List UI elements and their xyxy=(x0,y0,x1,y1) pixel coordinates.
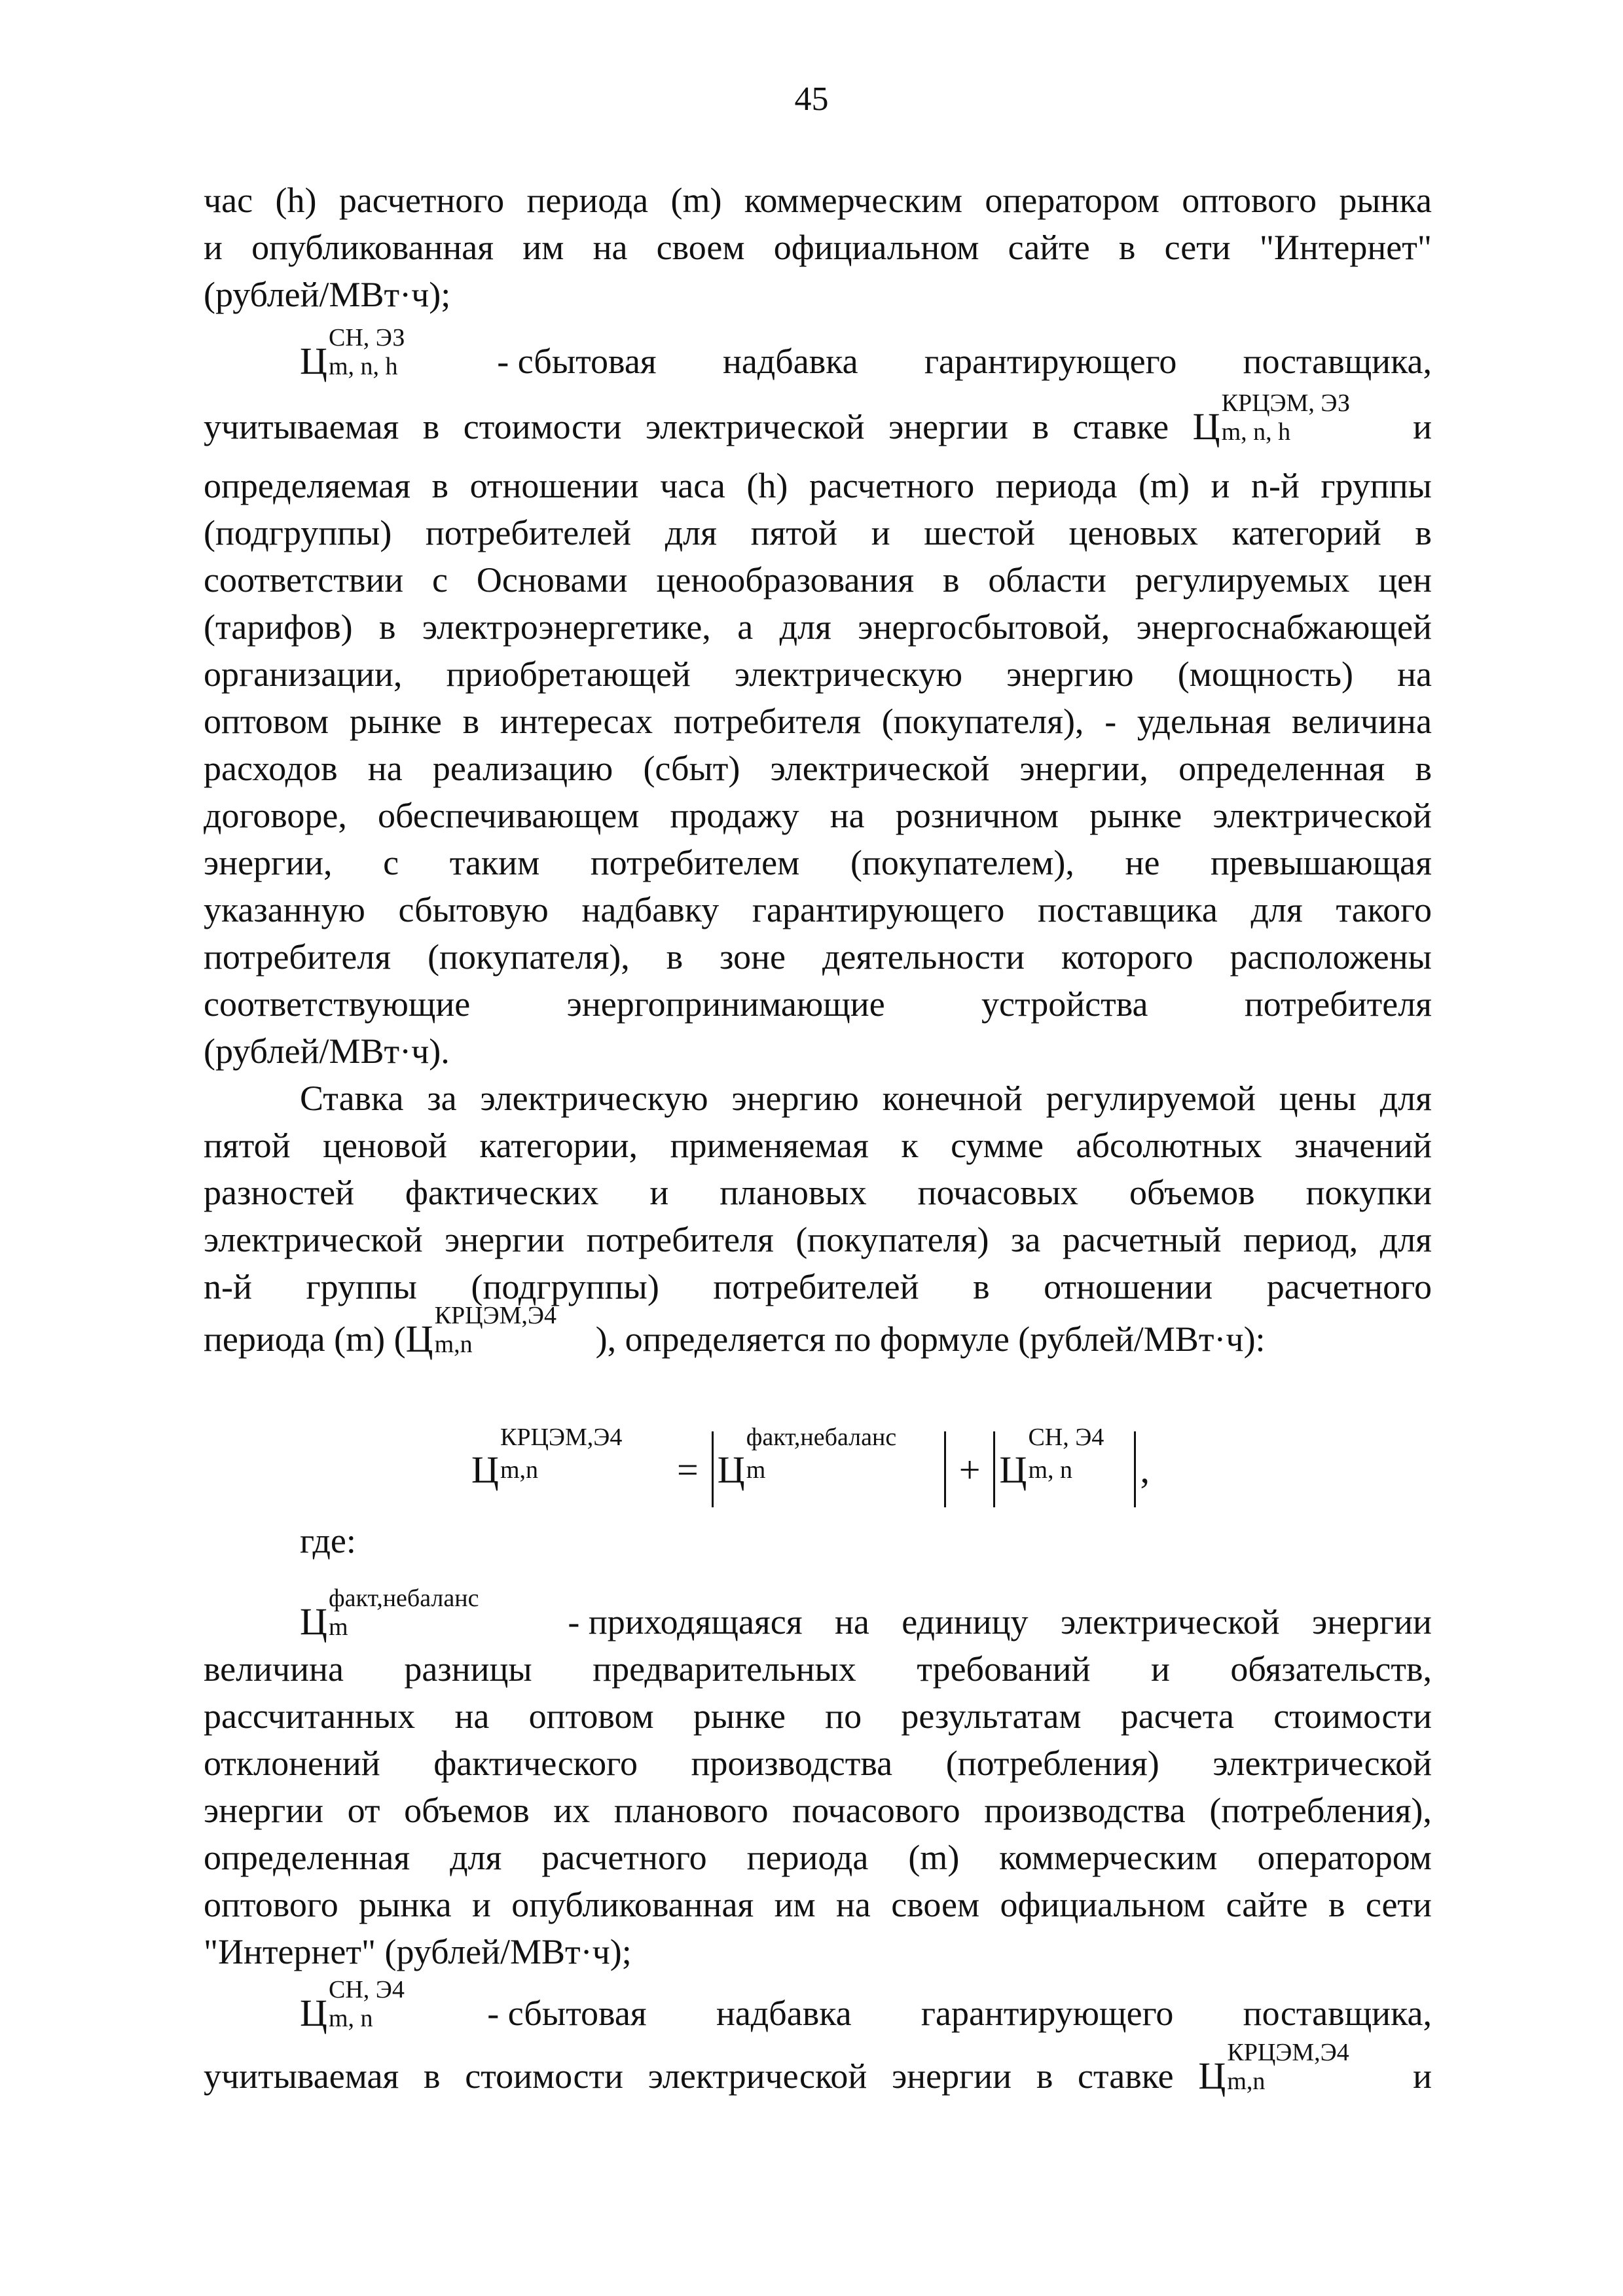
word: оператором xyxy=(1257,1838,1432,1877)
word: оператором xyxy=(985,181,1159,220)
line-30 xyxy=(204,1787,1432,1834)
word: потребителя xyxy=(586,1220,774,1259)
word: потребителя xyxy=(1244,984,1432,1024)
word: к xyxy=(901,1126,919,1165)
word: поставщика, xyxy=(1243,342,1432,381)
word: сбытовую xyxy=(398,890,549,929)
word: официальном xyxy=(1000,1885,1206,1924)
word: от xyxy=(347,1791,380,1830)
line-6 xyxy=(204,462,1432,509)
line-19 xyxy=(204,1075,1432,1122)
units-text: (рублей/МВт·ч); xyxy=(204,275,451,314)
word: величина xyxy=(1292,702,1432,741)
line-17 xyxy=(204,980,1432,1028)
word: определенная xyxy=(1178,749,1385,788)
word: коммерческим xyxy=(744,181,963,220)
word: (m) xyxy=(670,181,722,220)
word: электрической xyxy=(647,2056,867,2096)
word: рынка xyxy=(1339,181,1432,220)
symbol-krc-e4: Ц КРЦЭМ,Э4 m,n xyxy=(405,1302,556,1360)
word: в xyxy=(942,560,960,600)
text-run: "Интернет" (рублей/МВт·ч); xyxy=(204,1932,632,1971)
word: интересах xyxy=(500,702,653,741)
word: рынке xyxy=(1089,796,1182,835)
word: определяемая xyxy=(204,466,410,505)
word: энергии xyxy=(888,407,1009,446)
word: продажу xyxy=(670,796,799,835)
line-3 xyxy=(204,271,1432,318)
word: официальном xyxy=(773,228,979,267)
word: ставке xyxy=(1078,2056,1174,2096)
word: в xyxy=(1415,513,1432,552)
line-22 xyxy=(204,1216,1432,1263)
line-35 xyxy=(204,2039,1432,2100)
word: в xyxy=(422,407,440,446)
units-text: (рублей/МВт·ч). xyxy=(204,1031,450,1071)
line-20 xyxy=(204,1122,1432,1169)
text-block-upper xyxy=(204,177,1432,1363)
word: электрической xyxy=(645,407,865,446)
word: расчетного xyxy=(809,466,975,505)
word: рынке xyxy=(693,1696,786,1736)
word: и xyxy=(649,1173,669,1212)
symbol-fakt: Ц факт,небаланс m xyxy=(300,1585,479,1643)
word: и xyxy=(471,1885,491,1924)
word: и xyxy=(871,513,890,552)
word: (h) xyxy=(275,181,317,220)
line-28 xyxy=(204,1693,1432,1740)
text-run: периода (m) ( xyxy=(204,1319,406,1359)
word: сумме xyxy=(951,1126,1044,1165)
word: потребителя xyxy=(204,937,392,977)
word: разностей xyxy=(204,1173,354,1212)
word: им xyxy=(774,1885,816,1924)
word: часа xyxy=(660,466,725,505)
word: (подгруппы) xyxy=(471,1267,659,1306)
word: требований xyxy=(917,1649,1091,1689)
word: производства xyxy=(984,1791,1186,1830)
word: в xyxy=(1415,749,1432,788)
word: энергосбытовой, xyxy=(858,607,1110,647)
word: расходов xyxy=(204,749,338,788)
word: потребителей xyxy=(713,1267,919,1306)
line-16 xyxy=(204,933,1432,980)
word: электрической xyxy=(1060,1602,1280,1641)
line-4 xyxy=(204,324,1432,385)
word: стоимости xyxy=(1273,1696,1432,1736)
word: им xyxy=(522,228,564,267)
word: реализацию xyxy=(432,749,613,788)
word: на xyxy=(830,796,865,835)
word: объемов xyxy=(1129,1173,1255,1212)
line-21 xyxy=(204,1169,1432,1216)
word: опубликованная xyxy=(511,1885,754,1924)
word: конечной xyxy=(882,1079,1023,1118)
word: расчета xyxy=(1120,1696,1234,1736)
word: на xyxy=(834,1602,869,1641)
word: электрической xyxy=(204,1220,423,1259)
line-26 xyxy=(204,1585,1432,1645)
word: а xyxy=(737,607,754,647)
word: энергии xyxy=(204,1791,323,1830)
word: периода xyxy=(526,181,649,220)
word: такого xyxy=(1336,890,1432,929)
word: энергоснабжающей xyxy=(1136,607,1432,647)
word: сайте xyxy=(1226,1885,1308,1924)
word: - сбытовая xyxy=(497,342,657,381)
word: сети xyxy=(1164,228,1231,267)
equals-sign: = xyxy=(677,1448,699,1491)
word: сайте xyxy=(1008,228,1090,267)
page-number: 45 xyxy=(794,81,829,118)
word: энергии xyxy=(892,2056,1012,2096)
word: цен xyxy=(1378,560,1432,600)
word: (подгруппы) xyxy=(204,513,392,552)
word: (покупателя), xyxy=(428,937,630,977)
word: оптового xyxy=(1182,181,1317,220)
line-33 xyxy=(204,1928,1432,1975)
word: обязательств, xyxy=(1230,1649,1432,1689)
symbol-krc-e3: Ц КРЦЭМ, ЭЗ m, n, h xyxy=(1192,389,1350,448)
word: планового xyxy=(613,1791,769,1830)
word: в xyxy=(431,466,449,505)
abs-bar xyxy=(944,1431,946,1507)
word: электрическую xyxy=(735,655,963,694)
word: (покупателем), xyxy=(850,843,1074,882)
line-29 xyxy=(204,1740,1432,1787)
word: на xyxy=(593,228,628,267)
word: энергию xyxy=(1006,655,1134,694)
word: и xyxy=(1413,2056,1432,2096)
word: в xyxy=(1036,2056,1053,2096)
word: расположены xyxy=(1230,937,1432,977)
word: организации, xyxy=(204,655,403,694)
line-2 xyxy=(204,224,1432,271)
word: для xyxy=(1379,1079,1432,1118)
symbol-krc-e4-inline: Ц КРЦЭМ,Э4 m,n xyxy=(1198,2039,1349,2097)
word: величина xyxy=(204,1649,344,1689)
word: поставщика xyxy=(1038,890,1218,929)
word: договоре, xyxy=(204,796,347,835)
word: производства xyxy=(691,1744,893,1783)
word: надбавку xyxy=(581,890,720,929)
word: регулируемых xyxy=(1135,560,1350,600)
word: надбавка xyxy=(722,342,858,381)
word: соответствующие xyxy=(204,984,471,1024)
word: цены xyxy=(1279,1079,1357,1118)
word: ценообразования xyxy=(656,560,915,600)
formula-fakt-term: Ц факт,небаланс m xyxy=(717,1423,897,1491)
word: определенная xyxy=(204,1838,410,1877)
word: - приходящаяся xyxy=(568,1602,803,1641)
symbol-ch-e3: Ц СН, ЭЗ m, n, h xyxy=(300,324,405,382)
word: электрической xyxy=(1213,796,1432,835)
word: пятой xyxy=(750,513,838,552)
word: гарантирующего xyxy=(921,1994,1174,2033)
word: (тарифов) xyxy=(204,607,353,647)
abs-bar xyxy=(1134,1431,1136,1507)
word: на xyxy=(1397,655,1432,694)
word: стоимости xyxy=(465,2056,623,2096)
word: плановых xyxy=(720,1173,867,1212)
line-8 xyxy=(204,556,1432,603)
word: электрической xyxy=(770,749,990,788)
word: энергопринимающие xyxy=(566,984,885,1024)
word: учитываемая xyxy=(204,407,399,446)
word: единицу xyxy=(902,1602,1029,1641)
word: в xyxy=(379,607,396,647)
word: и xyxy=(204,228,223,267)
word: энергии, xyxy=(1019,749,1148,788)
word: в xyxy=(424,2056,441,2096)
word: абсолютных xyxy=(1076,1126,1262,1165)
word: деятельности xyxy=(822,937,1025,977)
word: периода xyxy=(746,1838,869,1877)
word: расчетный xyxy=(1062,1220,1222,1259)
word: применяемая xyxy=(670,1126,869,1165)
word: в xyxy=(1032,407,1049,446)
word: с xyxy=(383,843,399,882)
word: энергии xyxy=(445,1220,565,1259)
abs-bar xyxy=(993,1431,995,1507)
word: расчетного xyxy=(541,1838,707,1877)
word: - xyxy=(1104,702,1117,741)
word: расчетного xyxy=(338,181,505,220)
word: не xyxy=(1125,843,1160,882)
word: оптовом xyxy=(204,702,329,741)
text-run: ), определяется по формуле (рублей/МВт·ч): xyxy=(595,1319,1266,1359)
where-label: где: xyxy=(300,1521,356,1560)
word: по xyxy=(825,1696,862,1736)
word: результатам xyxy=(901,1696,1082,1736)
word: гарантирующего xyxy=(924,342,1177,381)
word: в xyxy=(1328,1885,1345,1924)
word: группы xyxy=(306,1267,417,1306)
word: обеспечивающем xyxy=(377,796,640,835)
word: час xyxy=(204,181,253,220)
formula xyxy=(471,1424,1150,1515)
word: своем xyxy=(656,228,745,267)
line-23 xyxy=(204,1263,1432,1310)
word: категорий xyxy=(1231,513,1381,552)
line-9 xyxy=(204,603,1432,651)
line-27 xyxy=(204,1645,1432,1693)
word: на xyxy=(454,1696,490,1736)
word: сети xyxy=(1365,1885,1432,1924)
abs-bar xyxy=(712,1431,714,1507)
word: на xyxy=(836,1885,871,1924)
word: таким xyxy=(449,843,540,882)
word: учитываемая xyxy=(204,2056,399,2096)
line-5 xyxy=(204,389,1432,450)
word: стоимости xyxy=(463,407,622,446)
word: (h) xyxy=(746,466,788,505)
word: приобретающей xyxy=(446,655,691,694)
word: соответствии xyxy=(204,560,404,600)
word: в xyxy=(973,1267,990,1306)
word: Основами xyxy=(476,560,628,600)
word: (покупателя) xyxy=(795,1220,989,1259)
word: удельная xyxy=(1137,702,1271,741)
line-34 xyxy=(204,1976,1432,2037)
word: разницы xyxy=(404,1649,532,1689)
word: (мощность) xyxy=(1177,655,1353,694)
word: ставке xyxy=(1072,407,1169,446)
line-15 xyxy=(204,886,1432,933)
word: гарантирующего xyxy=(752,890,1005,929)
word: для xyxy=(1379,1220,1432,1259)
line-12 xyxy=(204,745,1432,792)
plus-sign: + xyxy=(958,1448,981,1491)
symbol-ch-e4: Ц СН, Э4 m, n xyxy=(300,1976,405,2034)
word: энергии, xyxy=(204,843,333,882)
word: на xyxy=(367,749,403,788)
word: в xyxy=(462,702,480,741)
word: за xyxy=(1011,1220,1041,1259)
word: поставщика, xyxy=(1243,1994,1432,2033)
word: (m) xyxy=(908,1838,960,1877)
word: превышающая xyxy=(1211,843,1432,882)
word: в xyxy=(1118,228,1136,267)
word: периода xyxy=(995,466,1118,505)
word: за xyxy=(427,1079,457,1118)
word: рынка xyxy=(359,1885,452,1924)
word: области xyxy=(988,560,1106,600)
word: отношении xyxy=(469,466,639,505)
line-24 xyxy=(204,1302,1432,1363)
word: с xyxy=(432,560,448,600)
word: в xyxy=(666,937,684,977)
word: почасовых xyxy=(917,1173,1079,1212)
line-11 xyxy=(204,698,1432,745)
word: пятой xyxy=(204,1126,291,1165)
word: (покупателя), xyxy=(881,702,1084,741)
word: для xyxy=(665,513,717,552)
word: зоне xyxy=(720,937,786,977)
word: ценовых xyxy=(1068,513,1199,552)
word: потребителей xyxy=(425,513,632,552)
text-block-lower xyxy=(204,1517,1432,2100)
word: розничном xyxy=(895,796,1059,835)
word: рассчитанных xyxy=(204,1696,416,1736)
word: потребителем xyxy=(590,843,800,882)
formula-comma: , xyxy=(1140,1448,1150,1491)
word: ценовой xyxy=(323,1126,447,1165)
line-1 xyxy=(204,177,1432,224)
word: коммерческим xyxy=(999,1838,1218,1877)
word: указанную xyxy=(204,890,365,929)
line-32 xyxy=(204,1881,1432,1928)
word: и xyxy=(1413,407,1432,446)
word: электрическую xyxy=(480,1079,708,1118)
word: (m) xyxy=(1138,466,1190,505)
line-10 xyxy=(204,651,1432,698)
word: электроэнергетике, xyxy=(422,607,711,647)
word: которого xyxy=(1061,937,1194,977)
line-gde xyxy=(204,1517,1432,1564)
word: "Интернет" xyxy=(1259,228,1432,267)
word: энергию xyxy=(731,1079,859,1118)
word: объемов xyxy=(404,1791,530,1830)
word: оптовом xyxy=(528,1696,654,1736)
word: потребителя xyxy=(673,702,862,741)
word: фактического xyxy=(433,1744,638,1783)
word: n-й xyxy=(204,1267,252,1306)
word: устройства xyxy=(981,984,1148,1024)
line-13 xyxy=(204,792,1432,839)
word: оптового xyxy=(204,1885,338,1924)
line-7 xyxy=(204,509,1432,556)
word: предварительных xyxy=(593,1649,856,1689)
word: для xyxy=(450,1838,502,1877)
word: отношении xyxy=(1044,1267,1213,1306)
word: регулируемой xyxy=(1046,1079,1256,1118)
word: и xyxy=(1150,1649,1170,1689)
word: значений xyxy=(1294,1126,1432,1165)
line-14 xyxy=(204,839,1432,886)
word: - сбытовая xyxy=(487,1994,647,2033)
formula-lhs: Ц КРЦЭМ,Э4 m,n xyxy=(471,1423,623,1491)
formula-ch-term: Ц СН, Э4 m, n xyxy=(999,1423,1104,1491)
word: электрической xyxy=(1213,1744,1432,1783)
word: категории, xyxy=(479,1126,638,1165)
word: их xyxy=(553,1791,591,1830)
word: группы xyxy=(1321,466,1432,505)
word: Ставка xyxy=(300,1079,404,1118)
word: для xyxy=(1250,890,1303,929)
word: покупки xyxy=(1305,1173,1432,1212)
word: надбавка xyxy=(716,1994,852,2033)
word: расчетного xyxy=(1266,1267,1432,1306)
word: период, xyxy=(1243,1220,1359,1259)
word: n-й xyxy=(1250,466,1300,505)
word: (потребления), xyxy=(1209,1791,1432,1830)
word: отклонений xyxy=(204,1744,380,1783)
word: для xyxy=(779,607,831,647)
word: рынке xyxy=(349,702,442,741)
word: (потребления) xyxy=(945,1744,1159,1783)
word: своем xyxy=(891,1885,980,1924)
word: (сбыт) xyxy=(643,749,740,788)
line-18 xyxy=(204,1028,1432,1075)
word: энергии xyxy=(1311,1602,1432,1641)
word: опубликованная xyxy=(251,228,494,267)
word: почасового xyxy=(792,1791,960,1830)
word: фактических xyxy=(405,1173,599,1212)
line-31 xyxy=(204,1834,1432,1881)
word: и xyxy=(1211,466,1230,505)
word: шестой xyxy=(924,513,1035,552)
